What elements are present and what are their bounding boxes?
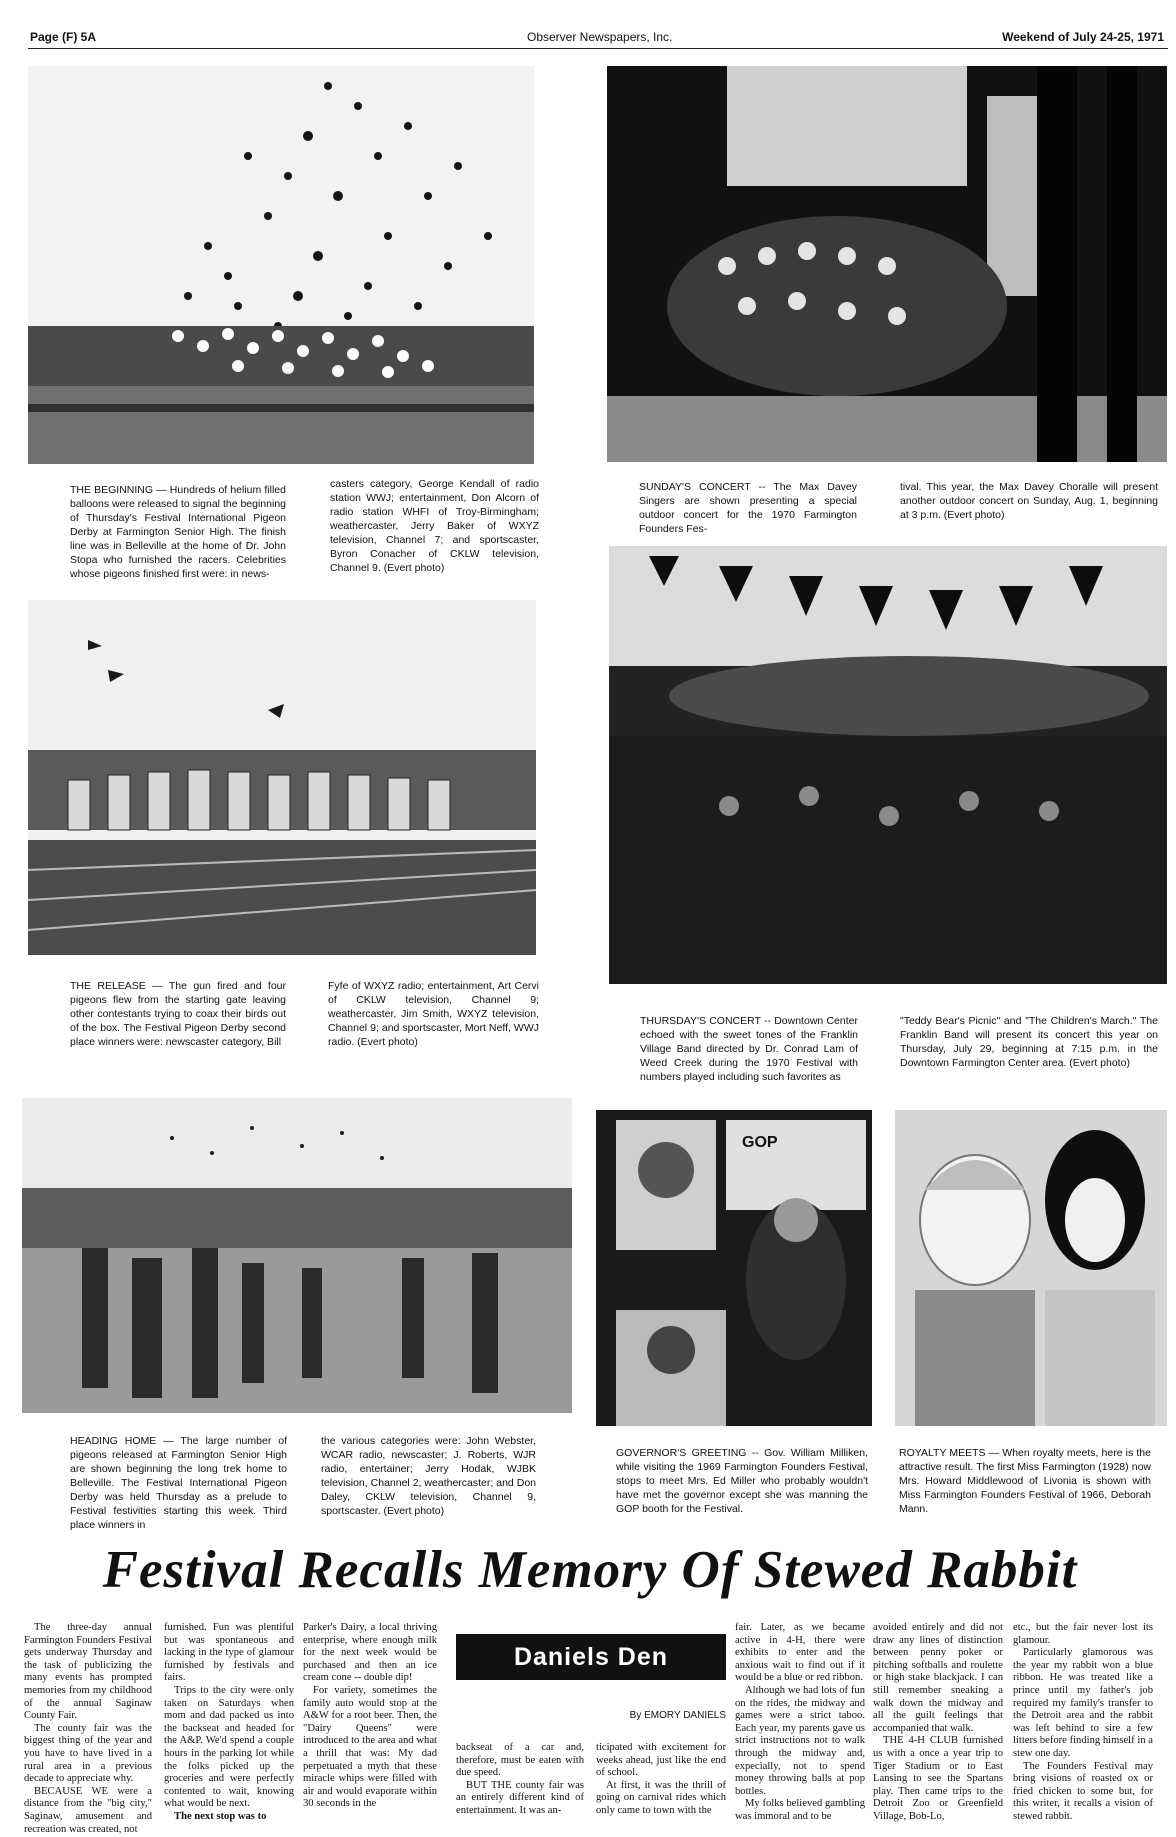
photo-heading-home [22, 1098, 572, 1413]
article-column-3 [303, 1622, 437, 1811]
photo-balloons [28, 66, 534, 464]
caption-the-release-part2: Fyfe of WXYZ radio; entertainment, Art Cervi of CKLW television, Channel 9; weathercaster, Jim Smith, WXYZ television, Channel 9; and sportscaster, Mort Neff, WWJ radio. (Evert photo) [328, 980, 539, 1048]
article-column-4 [456, 1742, 584, 1818]
article-paragraph: At first, it was the thrill of going on carnival rides which only came to town with the [596, 1779, 726, 1816]
column-logo-daniels-den [456, 1622, 726, 1732]
article-paragraph: The next stop was to [174, 1810, 267, 1822]
article-paragraph: The Founders Festival may bring visions of roasted ox or fried chicken to some but, for this writer, it recalls a vision of stewed rabbit. [1013, 1760, 1153, 1822]
caption-sunday-concert-part1: SUNDAY'S CONCERT -- The Max Davey Singers are shown presenting a special outdoor concert for the 1970 Farmington Founders Fes- [639, 481, 857, 535]
article-paragraph: For variety, sometimes the family auto would stop at the A&W for a root beer. Then, the "Dairy Queens" were introduced to the area and what a thrill that was: My dad perpetuated a myth that these miracle whips were filled with air and would evaporate within 30 seconds in the [303, 1684, 437, 1810]
caption-heading-home-part1: HEADING HOME — The large number of pigeons released at Farmington Senior High are shown beginning the long trek home to Belleville. The Festival International Pigeon Derby was held Thursday as a prelude to Festival festivities starting this week. Third place winners in [70, 1435, 287, 1531]
article-column-6 [735, 1622, 865, 1824]
page-number: Page (F) 5A [30, 30, 97, 44]
header-rule [28, 48, 1168, 49]
column-title: Daniels Den [456, 1634, 726, 1680]
issue-date: Weekend of July 24-25, 1971 [1002, 30, 1164, 44]
article-paragraph: furnished. Fun was plentiful but was spontaneous and lacking in the type of glamour furnished by festivals and fairs. [164, 1622, 294, 1684]
photo-the-release [28, 600, 536, 955]
article-column-5 [596, 1742, 726, 1818]
article-paragraph: fair. Later, as we became active in 4-H, there were exhibits to enter and the anxious wait to find out if it would be a blue or red ribbon. [735, 1622, 865, 1684]
photo-governors-greeting [596, 1110, 872, 1426]
article-headline: Festival Recalls Memory Of Stewed Rabbit [102, 1541, 1078, 1599]
caption-thursday-concert-part1: THURSDAY'S CONCERT -- Downtown Center echoed with the sweet tones of the Franklin Village Band directed by Dr. Conrad Lam of Weed Creek during the 1970 Festival with numbers played including such favorites as [640, 1015, 858, 1083]
article-paragraph: The county fair was the biggest thing of the year and you have to have lived in a rural area in a previous decade to appreciate why. [24, 1722, 152, 1785]
article-column-8 [1013, 1622, 1153, 1824]
caption-heading-home-part2: the various categories were: John Webster, WCAR radio, newscaster; J. Roberts, WJR radio, entertainer; Jerry Hodak, WJBK television, Channel 2, weathercaster; and Don Daley, CKLW television, Channel 9, sportscaster. (Evert photo) [321, 1435, 536, 1517]
photo-sunday-concert [607, 66, 1167, 462]
article-paragraph: etc., but the fair never lost its glamour. [1013, 1622, 1153, 1646]
article-paragraph: Parker's Dairy, a local thriving enterprise, where enough milk for the next week would be purchased and then an ice cream cone -- double dip! [303, 1622, 437, 1684]
article-paragraph: ticipated with excitement for weeks ahead, just like the end of school. [596, 1742, 726, 1779]
article-paragraph: backseat of a car and, therefore, must be eaten with due speed. [456, 1742, 584, 1779]
article-paragraph: avoided entirely and did not draw any lines of distinction between penny poker or pitching softballs and roulette or high stake blackjack. I can still remember sneaking a walk down the midway and all the guilt feelings that accompanied that walk. [873, 1622, 1003, 1734]
article-paragraph: Trips to the city were only taken on Saturdays when mom and dad packed us into the backseat and headed for the A&P. We'd spend a couple hours in the parking lot while the folks picked up the groceries and were perfectly contented to wait, knowing what would be next. [164, 1684, 294, 1810]
photo-thursday-concert [609, 546, 1167, 984]
article-paragraph: Although we had lots of fun on the rides, the midway and games were a strict taboo. Each year, my parents gave us strict instructions not to walk through the midway and, expecially, not to spend money throwing balls at pop bottles. [735, 1684, 865, 1797]
article-paragraph: BUT THE county fair was an entirely different kind of entertainment. It was an- [456, 1779, 584, 1816]
article-paragraph: Particularly glamorous was the year my rabbit won a blue ribbon. He was treated like a prince until my father's job required my family's transfer to the Detroit area and the rabbit was left behind to sire a few litters before finding himself in a stew one day. [1013, 1647, 1153, 1759]
caption-thursday-concert-part2: "Teddy Bear's Picnic" and "The Children's March." The Franklin Band will present its concert this year on Thursday, July 29, beginning at 7:15 p.m. in the Downtown Farmington Center area. (Evert photo) [900, 1015, 1158, 1069]
caption-the-beginning-part2: casters category, George Kendall of radio station WWJ; entertainment, Don Alcorn of radio station WHFI of Troy-Birmingham; weathercaster, Jerry Baker of WXYZ television, Channel 7; and sportscaster, Byron Conacher of CKLW television, Channel 9. (Evert photo) [330, 478, 539, 574]
caption-governors-greeting: GOVERNOR'S GREETING -- Gov. William Milliken, while visiting the 1969 Farmington Founders Festival, stops to meet Mrs. Ed Miller who probably wouldn't have met the governor except she was manning the GOP booth for the Festival. [616, 1447, 868, 1515]
photo-royalty-meets [895, 1110, 1167, 1426]
byline: By EMORY DANIELS [629, 1710, 726, 1721]
article-column-2 [164, 1622, 294, 1824]
publisher-name: Observer Newspapers, Inc. [527, 30, 673, 44]
caption-the-release-part1: THE RELEASE — The gun fired and four pigeons flew from the starting gate leaving other contestants trying to coax their birds out of the box. The Festival Pigeon Derby second place winners were: newscaster category, Bill [70, 980, 286, 1048]
caption-the-beginning-part1: THE BEGINNING — Hundreds of helium filled balloons were released to signal the beginning of Thursday's Festival International Pigeon Derby at Farmington Senior High. The finish line was in Belleville at the home of Dr. John Stopa who furnished the racers. Celebrities whose pigeons finished first were: in news- [70, 484, 286, 580]
gop-sign-text: GOP [742, 1134, 778, 1151]
article-paragraph: THE 4-H CLUB furnished us with a once a year trip to Tiger Stadium or to East Lansing to see the Spartans play. Then came trips to the Detroit Zoo or Greenfield Village, Bob-Lo, [873, 1735, 1003, 1822]
article-paragraph: My folks believed gambling was immoral and to be [735, 1798, 865, 1822]
article-column-7 [873, 1622, 1003, 1824]
article-paragraph: BECAUSE WE were a distance from the "big city," Saginaw, amusement and recreation was created, not [24, 1785, 152, 1835]
caption-sunday-concert-part2: tival. This year, the Max Davey Choralle will present another outdoor concert on Sunday, Aug. 1, beginning at 3 p.m. (Evert photo) [900, 481, 1158, 521]
article-column-1 [24, 1622, 152, 1836]
caption-royalty-meets: ROYALTY MEETS — When royalty meets, here is the attractive result. The first Miss Farmington (1928) now Mrs. Howard Middlewood of Livonia is shown with Miss Farmington Founders Festival of 1966, Deborah Mann. [899, 1447, 1151, 1515]
article-paragraph: The three-day annual Farmington Founders Festival gets underway Thursday and the task of publicizing the many events has prompted memories from my childhood of the annual Saginaw County Fair. [24, 1622, 152, 1722]
